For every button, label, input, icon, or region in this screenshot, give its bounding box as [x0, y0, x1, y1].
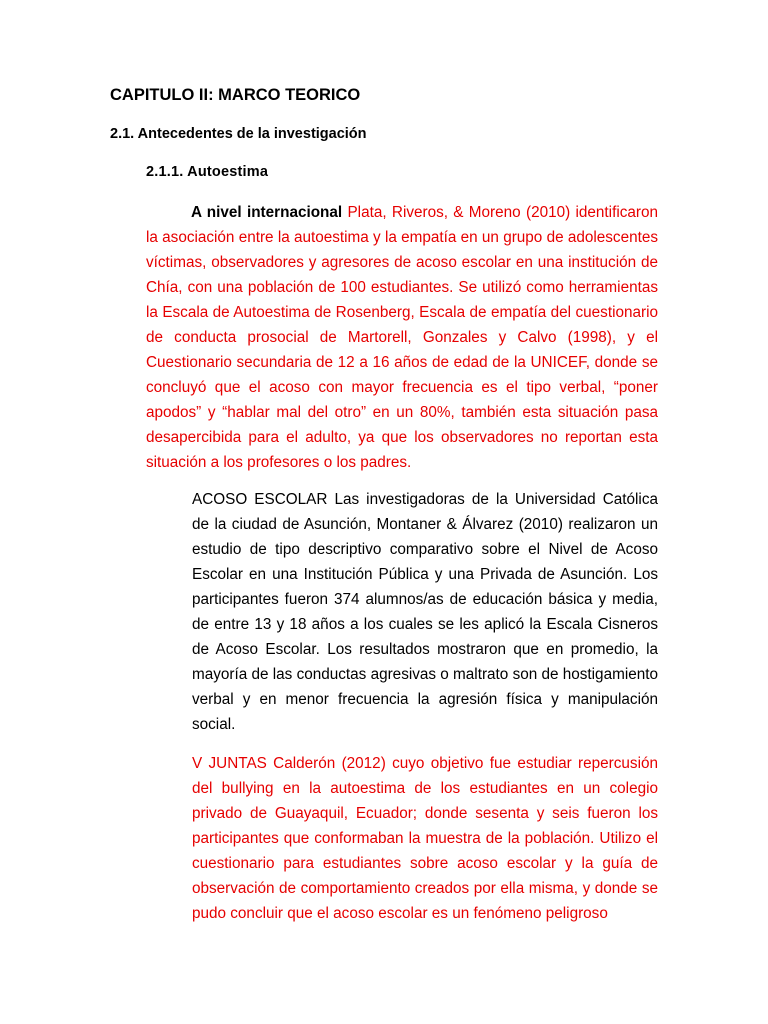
section-heading: 2.1. Antecedentes de la investigación — [110, 126, 367, 142]
subsection-heading: 2.1.1. Autoestima — [146, 164, 269, 180]
paragraph-body: Plata, Riveros, & Moreno (2010) identificaron la asociación entre la autoestima y la empatía en un grupo de adolescentes víctimas, observadores y agresores de acoso escolar en una institución de Chía, con una población de 100 estudiantes. Se utilizó como herramientas la Escala de Autoestima de Rosenberg, Escala de empatía del cuestionario de conducta prosocial de Martorell, Gonzales y Calvo (1998), y el Cuestionario secundaria de 12 a 16 años de edad de la UNICEF, donde se concluyó que el acoso con mayor frecuencia es el tipo verbal, “poner apodos” y “hablar mal del otro” en un 80%, también esta situación pasa desapercibida para el adulto, ya que los observadores no reportan esta situación a los profesores o los padres. — [146, 204, 658, 471]
paragraph-juntas-calderon: V JUNTAS Calderón (2012) cuyo objetivo fue estudiar repercusión del bullying en la autoestima de los estudiantes en un colegio privado de Guayaquil, Ecuador; donde sesenta y seis fueron los participantes que conformaban la muestra de la población. Utilizo el cuestionario para estudiantes sobre acoso escolar y la guía de observación de comportamiento creados por ella misma, y donde se pudo concluir que el acoso escolar es un fenómeno peligroso — [192, 755, 658, 922]
paragraph-lead: A nivel internacional — [191, 204, 343, 221]
chapter-title: CAPITULO II: MARCO TEORICO — [110, 86, 361, 104]
paragraph-international-background — [146, 200, 658, 475]
paragraph-acoso-escolar: ACOSO ESCOLAR Las investigadoras de la Universidad Católica de la ciudad de Asunción, Montaner & Álvarez (2010) realizaron un estudio de tipo descriptivo comparativo sobre el Nivel de Acoso Escolar en una Institución Pública y una Privada de Asunción. Los participantes fueron 374 alumnos/as de educación básica y media, de entre 13 y 18 años a los cuales se les aplicó la Escala Cisneros de Acoso Escolar. Los resultados mostraron que en promedio, la mayoría de las conductas agresivas o maltrato son de hostigamiento verbal y en menor frecuencia la agresión física y manipulación social. — [192, 491, 658, 733]
